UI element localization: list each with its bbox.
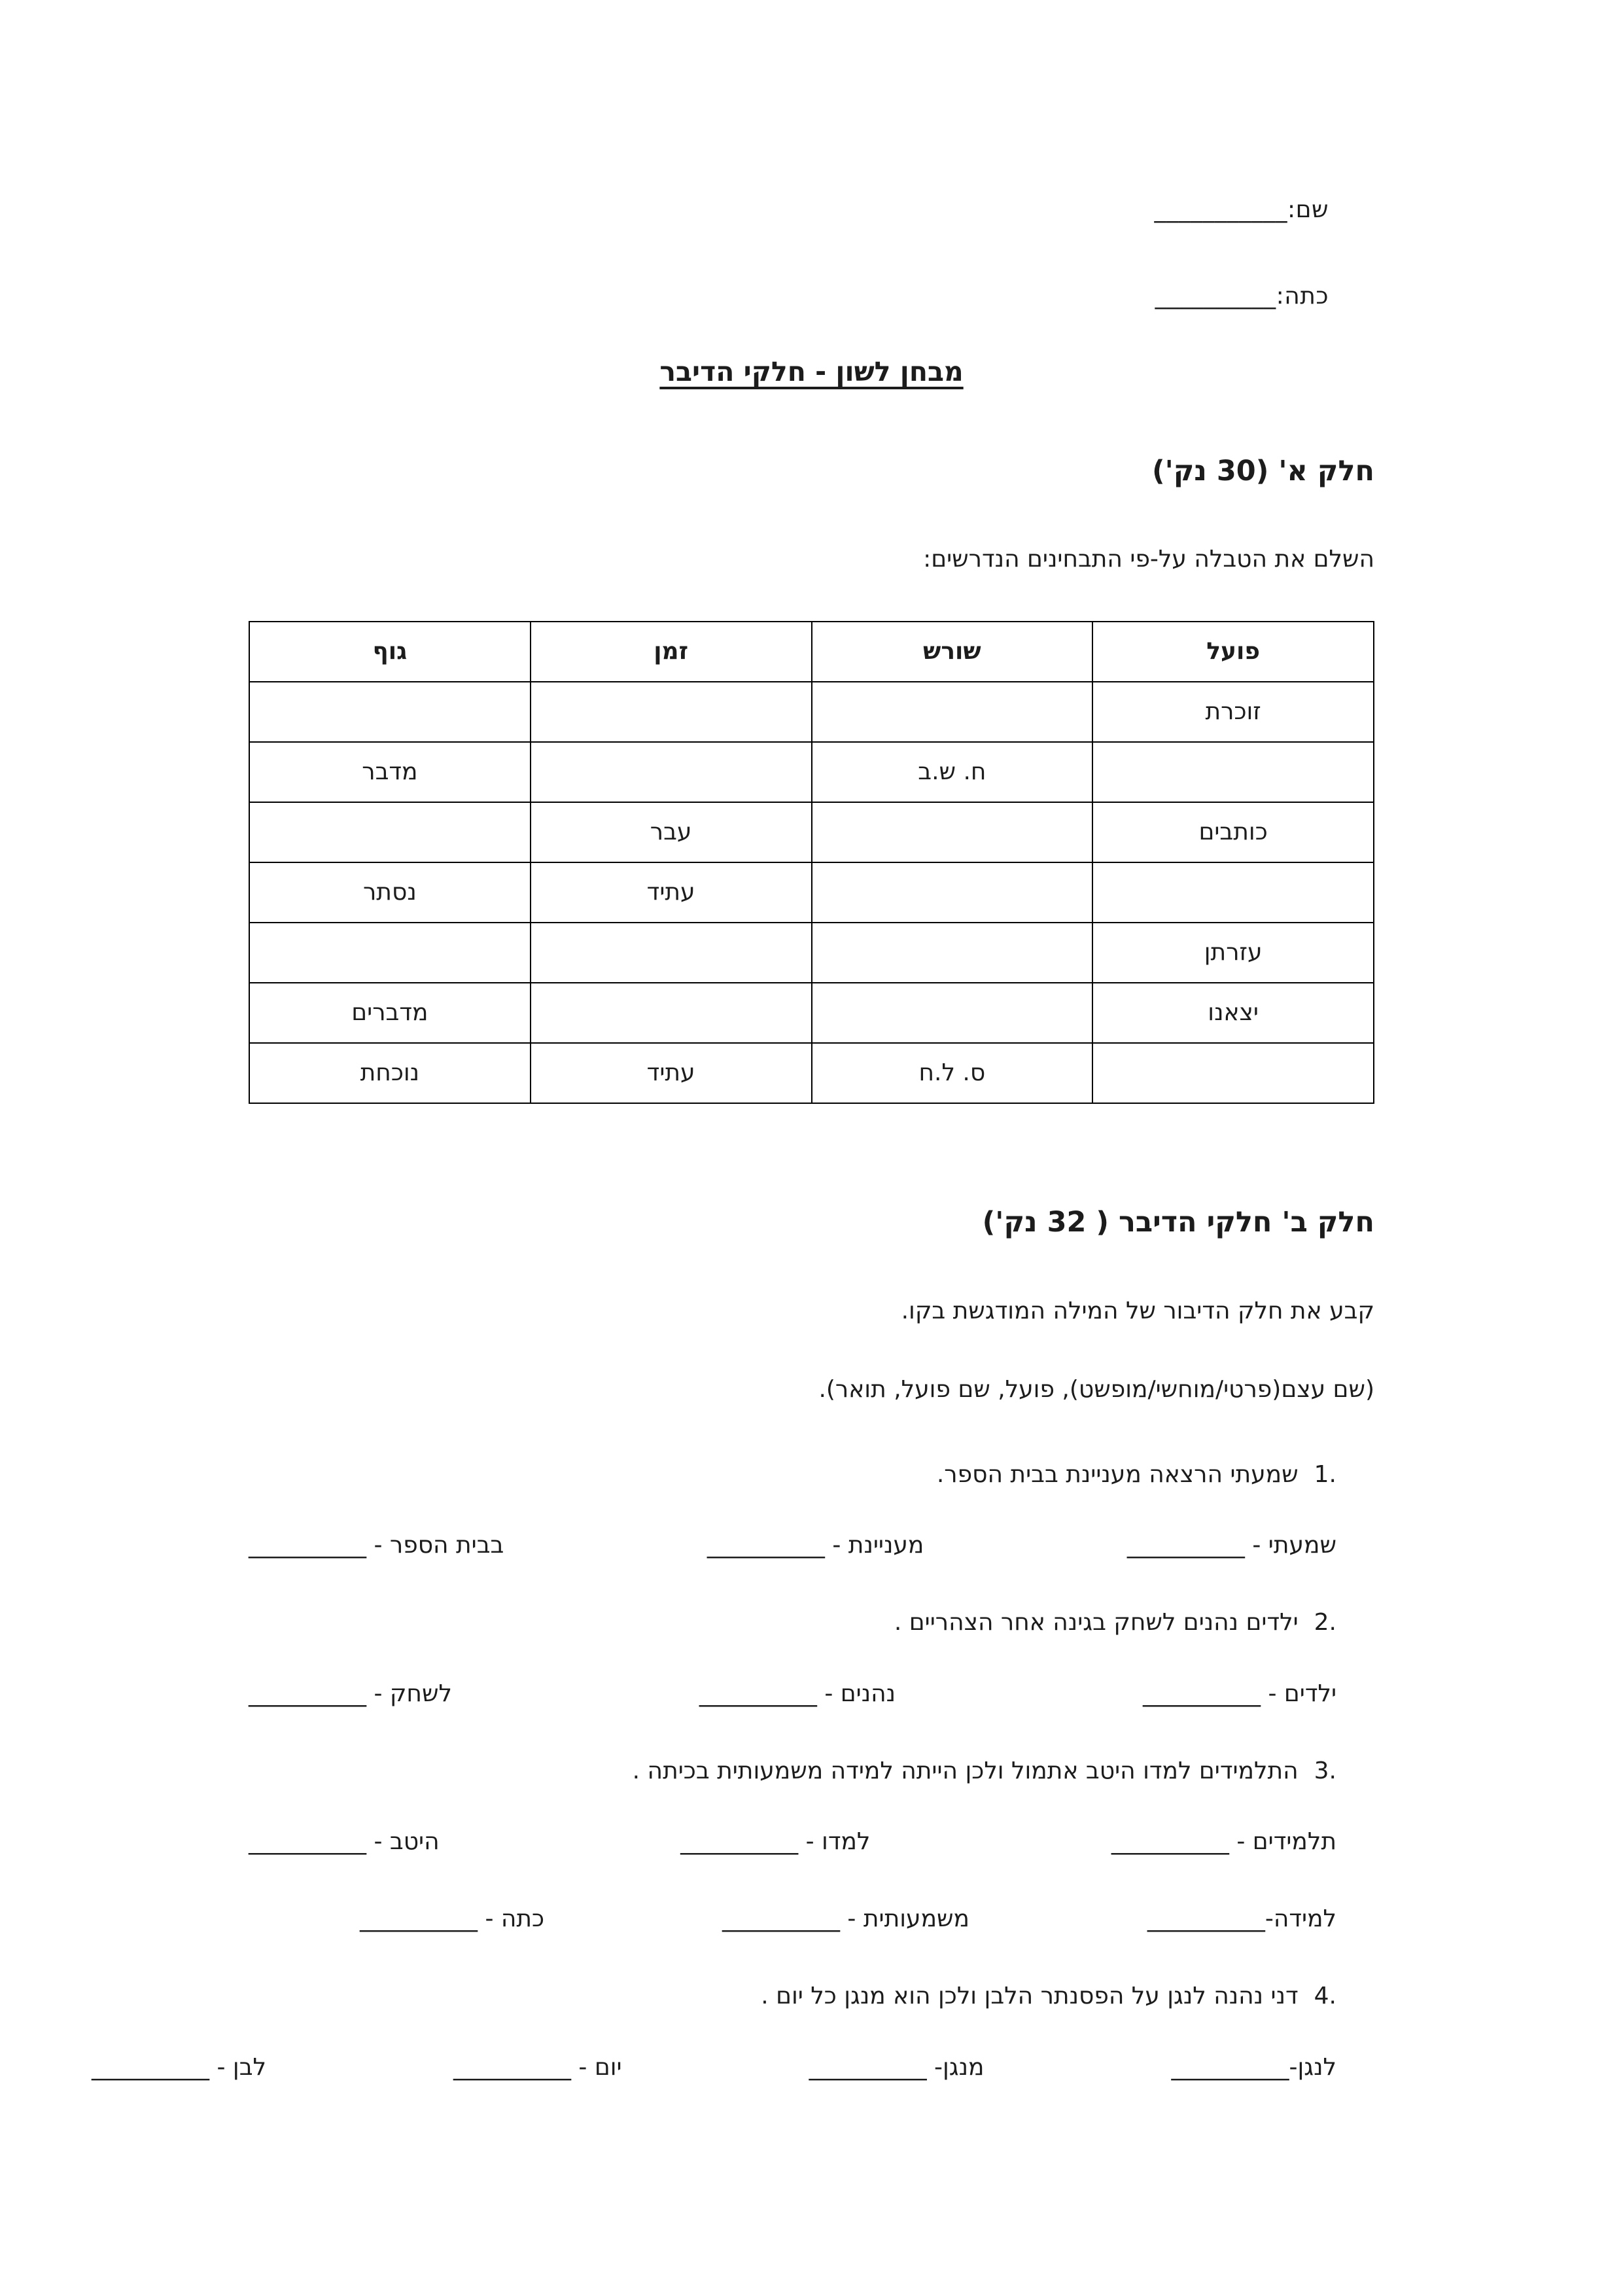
table-cell: יצאנו xyxy=(1092,983,1374,1043)
answer-line xyxy=(249,1902,1336,1936)
student-header xyxy=(249,193,1329,313)
table-cell xyxy=(812,983,1093,1043)
question-2 xyxy=(249,1606,1374,1710)
answer-blank: משמעותית - __________ xyxy=(722,1905,969,1933)
question-sentence-line xyxy=(249,1458,1336,1492)
table-cell: נסתר xyxy=(249,862,531,923)
part-a-heading: חלק א' (30 נק') xyxy=(1151,454,1374,487)
question-sentence: התלמידים למדו היטב אתמול ולכן הייתה למידה משמעותית בכיתה . xyxy=(632,1757,1299,1784)
question-sentence: שמעתי הרצאה מעניינת בבית הספר. xyxy=(936,1461,1299,1489)
answer-line xyxy=(249,1677,1336,1711)
question-number: 2. xyxy=(1314,1609,1336,1636)
page-title: מבחן לשון - חלקי הדיבר xyxy=(659,356,964,388)
table-cell: עבר xyxy=(531,802,812,862)
table-cell: מדברים xyxy=(249,983,531,1043)
question-sentence: ילדים נהנים לשחק בגינה אחר הצהריים . xyxy=(894,1609,1299,1636)
answer-line xyxy=(92,2051,1336,2085)
class-field-line: כתה:__________ xyxy=(1155,283,1329,310)
answer-blank: לנגן-__________ xyxy=(1171,2053,1336,2081)
answer-line xyxy=(249,1528,1336,1563)
table-row xyxy=(249,862,1374,923)
table-cell xyxy=(812,862,1093,923)
table-row xyxy=(249,802,1374,862)
table-cell xyxy=(1092,1043,1374,1103)
table-cell: ס. ל.ח xyxy=(812,1043,1093,1103)
answer-blank: שמעתי - __________ xyxy=(1126,1532,1336,1559)
question-4 xyxy=(92,1979,1374,2084)
question-sentence-line xyxy=(249,1754,1336,1788)
question-sentence-line xyxy=(249,1606,1336,1640)
table-row xyxy=(249,923,1374,983)
table-cell: ח. ש.ב xyxy=(812,742,1093,802)
name-field-line: שם:___________ xyxy=(1154,196,1329,223)
table-cell xyxy=(531,742,812,802)
answer-blank: מנגן- __________ xyxy=(809,2053,985,2081)
answer-blank: כתה - __________ xyxy=(360,1905,545,1933)
table-cell xyxy=(1092,862,1374,923)
answer-blank: נהנים - __________ xyxy=(699,1680,896,1707)
answer-blank: ילדים - __________ xyxy=(1143,1680,1336,1707)
table-cell xyxy=(531,983,812,1043)
question-1 xyxy=(249,1458,1374,1563)
question-number: 1. xyxy=(1314,1461,1336,1489)
part-b-options: (שם עצם(פרטי/מוחשי/מופשט), פועל, שם פועל, תואר). xyxy=(818,1375,1374,1403)
answer-blank: בבית הספר - __________ xyxy=(249,1532,504,1559)
table-cell xyxy=(249,802,531,862)
table-cell: עתיד xyxy=(531,862,812,923)
table-row xyxy=(249,742,1374,802)
answer-blank: היטב - __________ xyxy=(249,1828,440,1855)
answer-blank: לשחק - __________ xyxy=(249,1680,452,1707)
table-row xyxy=(249,983,1374,1043)
question-sentence-line xyxy=(249,1979,1336,2013)
table-header-row xyxy=(249,622,1374,682)
answer-blank: יום - __________ xyxy=(453,2053,622,2081)
table-cell: עזרתן xyxy=(1092,923,1374,983)
answer-line xyxy=(249,1825,1336,1859)
part-b-instruction: קבע את חלק הדיבור של המילה המודגשת בקו. xyxy=(901,1297,1374,1324)
part-a-instruction: השלם את הטבלה על-פי התבחינים הנדרשים: xyxy=(923,546,1374,573)
table-cell xyxy=(812,682,1093,742)
part-b-section xyxy=(92,1202,1374,2084)
table-cell xyxy=(531,682,812,742)
table-cell: כותבים xyxy=(1092,802,1374,862)
question-sentence: דני נהנה לנגן על הפסנתר הלבן ולכן הוא מנגן כל יום . xyxy=(761,1983,1299,2010)
part-b-heading: חלק ב' חלקי הדיבר ( 32 נק') xyxy=(982,1206,1374,1239)
table-cell xyxy=(812,802,1093,862)
question-number: 4. xyxy=(1314,1983,1336,2010)
table-header-guf: גוף xyxy=(249,622,531,682)
table-cell xyxy=(249,923,531,983)
table-cell: זוכרת xyxy=(1092,682,1374,742)
part-a-section xyxy=(249,451,1374,1104)
table-row xyxy=(249,1043,1374,1103)
answer-blank: למדו - __________ xyxy=(680,1828,871,1855)
question-3 xyxy=(249,1754,1374,1937)
table-cell xyxy=(812,923,1093,983)
answer-blank: מעניינת - __________ xyxy=(707,1532,924,1559)
table-header-shoresh: שורש xyxy=(812,622,1093,682)
table-cell xyxy=(1092,742,1374,802)
table-header-zman: זמן xyxy=(531,622,812,682)
table-row xyxy=(249,682,1374,742)
answer-blank: למידה-__________ xyxy=(1147,1905,1336,1933)
table-cell: מדבר xyxy=(249,742,531,802)
table-cell: נוכחת xyxy=(249,1043,531,1103)
table-cell: עתיד xyxy=(531,1043,812,1103)
table-header-poal: פועל xyxy=(1092,622,1374,682)
answer-blank: תלמידים - __________ xyxy=(1111,1828,1336,1855)
conjugation-table xyxy=(249,621,1374,1104)
table-cell xyxy=(531,923,812,983)
answer-blank: לבן - __________ xyxy=(92,2053,266,2081)
question-number: 3. xyxy=(1314,1757,1336,1784)
table-cell xyxy=(249,682,531,742)
